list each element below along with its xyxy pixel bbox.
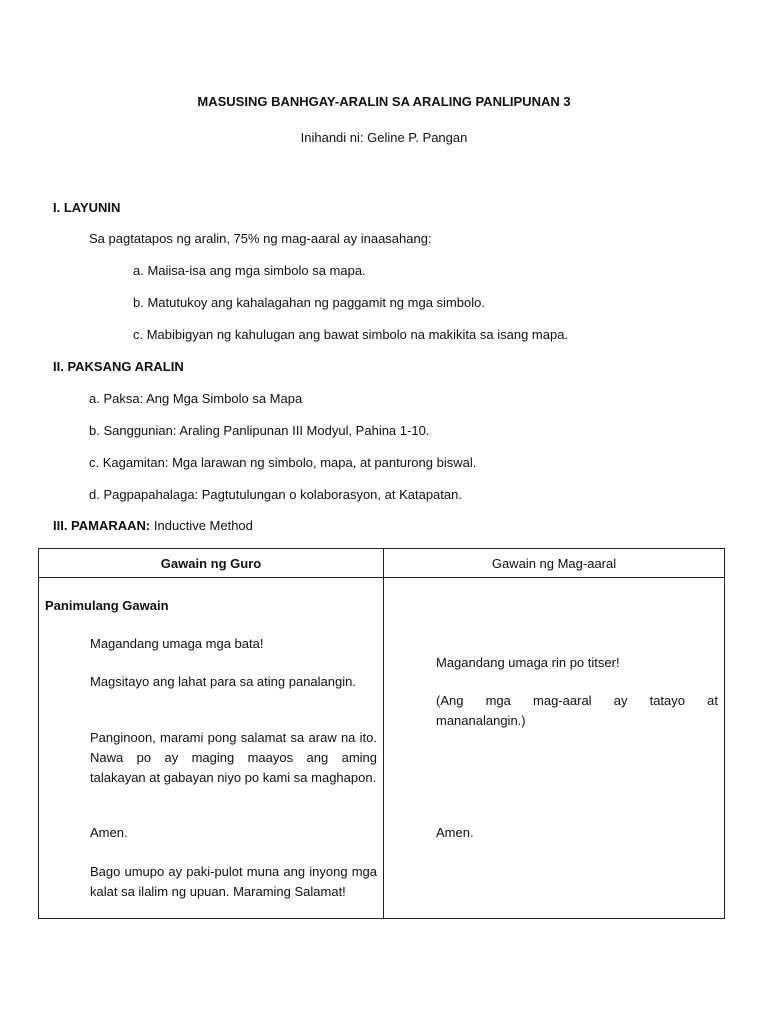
section-pamaraan <box>53 518 253 533</box>
layunin-item-c: c. Mabibigyan ng kahulugan ang bawat simbolo na makikita sa isang mapa. <box>133 327 569 342</box>
guro-greeting: Magandang umaga mga bata! <box>90 636 264 651</box>
guro-stand-for-prayer: Magsitayo ang lahat para sa ating panalangin. <box>90 674 356 689</box>
section-panimulang-gawain: Panimulang Gawain <box>45 598 169 613</box>
paksang-aralin-item-c: c. Kagamitan: Mga larawan ng simbolo, mapa, at panturong biswal. <box>89 455 477 470</box>
paksang-aralin-item-b: b. Sanggunian: Araling Panlipunan III Modyul, Pahina 1-10. <box>89 423 430 438</box>
section-heading-pamaraan: III. PAMARAAN: <box>53 518 151 533</box>
section-heading-layunin: I. LAYUNIN <box>53 200 121 215</box>
mag-aaral-amen: Amen. <box>436 825 474 840</box>
header-gawain-ng-guro: Gawain ng Guro <box>39 549 384 578</box>
header-gawain-ng-mag-aaral: Gawain ng Mag-aaral <box>384 549 725 578</box>
lesson-plan-table <box>38 548 725 919</box>
document-author: Inihandi ni: Geline P. Pangan <box>300 130 468 145</box>
mag-aaral-cell <box>384 578 725 919</box>
mag-aaral-greeting: Magandang umaga rin po titser! <box>436 655 620 670</box>
layunin-item-a: a. Maiisa-isa ang mga simbolo sa mapa. <box>133 263 366 278</box>
layunin-intro: Sa pagtatapos ng aralin, 75% ng mag-aaral ay inaasahang: <box>89 231 432 246</box>
guro-amen: Amen. <box>90 825 128 840</box>
mag-aaral-action: (Ang mga mag-aaral ay tatayo at mananalangin.) <box>436 693 718 728</box>
document-title: MASUSING BANHGAY-ARALIN SA ARALING PANLIPUNAN 3 <box>197 94 571 109</box>
guro-prayer: Panginoon, marami pong salamat sa araw na ito. Nawa po ay maging maayos ang aming talakayan at gabayan niyo po kami sa maghapon. <box>90 730 377 785</box>
guro-instruction: Bago umupo ay paki-pulot muna ang inyong mga kalat sa ilalim ng upuan. Maraming Salamat! <box>90 864 377 899</box>
paksang-aralin-item-d: d. Pagpapahalaga: Pagtutulungan o kolaborasyon, at Katapatan. <box>89 487 462 502</box>
pamaraan-method: Inductive Method <box>153 518 253 533</box>
section-heading-paksang-aralin: II. PAKSANG ARALIN <box>53 359 184 374</box>
layunin-item-b: b. Matutukoy ang kahalagahan ng paggamit ng mga simbolo. <box>133 295 485 310</box>
paksang-aralin-item-a: a. Paksa: Ang Mga Simbolo sa Mapa <box>89 391 303 406</box>
table-row <box>39 578 725 919</box>
guro-cell <box>39 578 384 919</box>
table-header-row <box>39 549 725 578</box>
